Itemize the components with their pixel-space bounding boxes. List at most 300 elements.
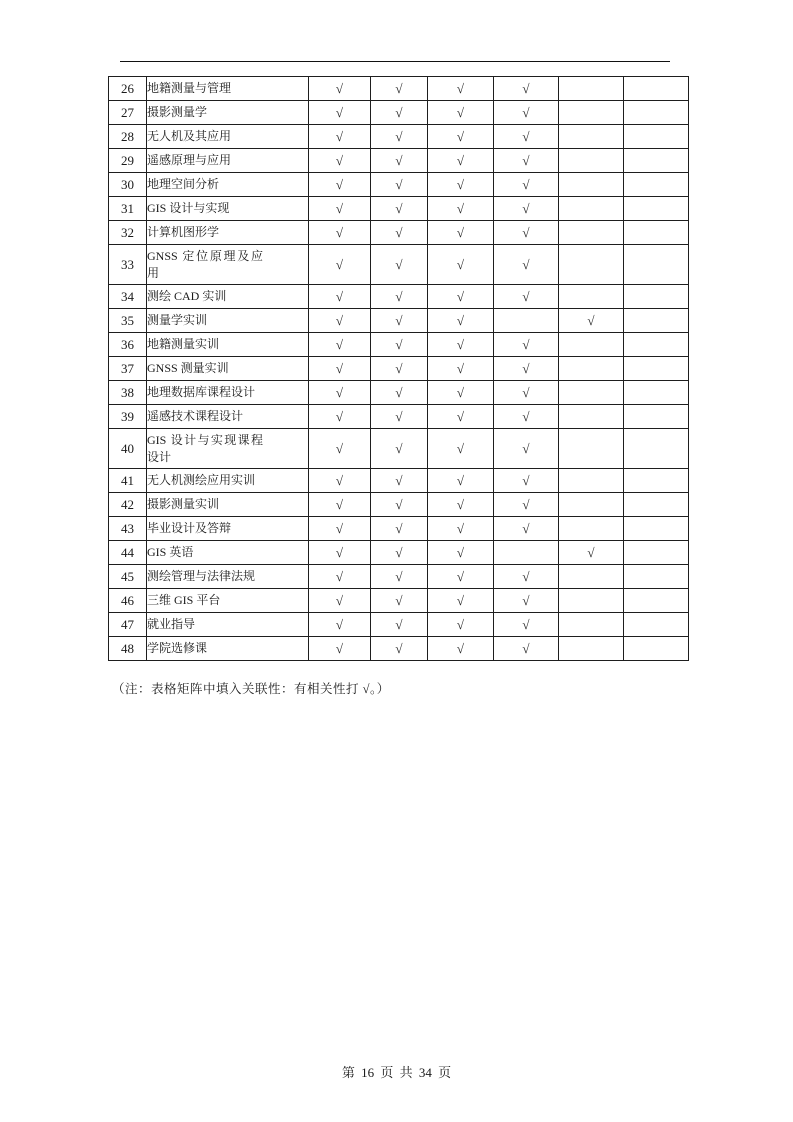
matrix-cell-checked bbox=[428, 541, 494, 565]
matrix-cell-checked bbox=[371, 197, 428, 221]
matrix-cell-checked bbox=[494, 589, 559, 613]
check-mark: √ bbox=[335, 496, 344, 512]
check-mark: √ bbox=[522, 520, 530, 536]
matrix-cell-checked bbox=[309, 517, 371, 541]
matrix-cell-empty bbox=[624, 173, 689, 197]
row-number-cell: 26 bbox=[109, 77, 147, 101]
check-mark: √ bbox=[395, 360, 403, 376]
check-mark: √ bbox=[335, 80, 344, 96]
matrix-cell-empty bbox=[559, 197, 624, 221]
matrix-cell-checked bbox=[494, 221, 559, 245]
row-number-cell: 42 bbox=[109, 493, 147, 517]
check-mark: √ bbox=[395, 408, 403, 424]
row-number-cell: 39 bbox=[109, 405, 147, 429]
matrix-cell-empty bbox=[624, 197, 689, 221]
course-name-cell bbox=[147, 541, 309, 565]
check-mark: √ bbox=[522, 408, 530, 424]
matrix-cell-checked bbox=[428, 309, 494, 333]
matrix-cell-empty bbox=[559, 245, 624, 285]
check-mark: √ bbox=[335, 568, 344, 584]
matrix-cell-checked bbox=[371, 125, 428, 149]
matrix-cell-empty bbox=[624, 309, 689, 333]
matrix-cell-checked bbox=[371, 493, 428, 517]
matrix-cell-checked bbox=[494, 285, 559, 309]
course-name-text: 测量学实训 bbox=[147, 313, 208, 327]
table-row bbox=[109, 493, 689, 517]
check-mark: √ bbox=[395, 544, 403, 560]
row-number-cell: 35 bbox=[109, 309, 147, 333]
check-mark: √ bbox=[335, 176, 344, 192]
check-mark: √ bbox=[335, 336, 344, 352]
matrix-cell-empty bbox=[624, 285, 689, 309]
matrix-cell-checked bbox=[494, 101, 559, 125]
matrix-cell-empty bbox=[624, 637, 689, 661]
row-number-cell: 36 bbox=[109, 333, 147, 357]
matrix-cell-empty bbox=[559, 469, 624, 493]
table-row bbox=[109, 469, 689, 493]
matrix-cell-checked bbox=[371, 221, 428, 245]
course-name-cell bbox=[147, 77, 309, 101]
matrix-cell-checked bbox=[494, 357, 559, 381]
course-name-text: 摄影测量学 bbox=[147, 105, 208, 119]
check-mark: √ bbox=[456, 472, 465, 488]
check-mark: √ bbox=[335, 200, 344, 216]
matrix-cell-checked bbox=[309, 309, 371, 333]
matrix-cell-checked bbox=[371, 429, 428, 469]
matrix-cell-checked bbox=[494, 493, 559, 517]
check-mark: √ bbox=[395, 384, 403, 400]
check-mark: √ bbox=[395, 472, 403, 488]
course-name-text: 摄影测量实训 bbox=[147, 497, 220, 511]
matrix-cell-checked bbox=[309, 357, 371, 381]
check-mark: √ bbox=[456, 568, 465, 584]
table-row bbox=[109, 405, 689, 429]
check-mark: √ bbox=[335, 360, 344, 376]
check-mark: √ bbox=[456, 496, 465, 512]
matrix-cell-empty bbox=[559, 565, 624, 589]
course-name-cell bbox=[147, 333, 309, 357]
table-row bbox=[109, 125, 689, 149]
matrix-cell-checked bbox=[559, 309, 624, 333]
course-matrix-table bbox=[108, 76, 689, 661]
check-mark: √ bbox=[522, 360, 530, 376]
header-rule bbox=[120, 61, 670, 62]
course-name-text: 毕业设计及答辩 bbox=[147, 521, 232, 535]
check-mark: √ bbox=[395, 224, 403, 240]
table-row bbox=[109, 357, 689, 381]
check-mark: √ bbox=[522, 384, 530, 400]
matrix-cell-checked bbox=[309, 245, 371, 285]
matrix-cell-checked bbox=[371, 285, 428, 309]
table-row bbox=[109, 197, 689, 221]
row-number-cell: 31 bbox=[109, 197, 147, 221]
course-name-text: 遥感原理与应用 bbox=[147, 153, 232, 167]
course-name-text: 测绘管理与法律法规 bbox=[147, 569, 256, 583]
matrix-cell-checked bbox=[494, 565, 559, 589]
course-name-cell bbox=[147, 357, 309, 381]
matrix-cell-empty bbox=[624, 221, 689, 245]
check-mark: √ bbox=[456, 80, 465, 96]
matrix-cell-checked bbox=[309, 405, 371, 429]
course-name-cell bbox=[147, 309, 309, 333]
check-mark: √ bbox=[335, 288, 344, 304]
check-mark: √ bbox=[335, 440, 344, 456]
matrix-cell-empty bbox=[624, 333, 689, 357]
matrix-cell-checked bbox=[309, 637, 371, 661]
table-row bbox=[109, 517, 689, 541]
check-mark: √ bbox=[456, 224, 465, 240]
check-mark: √ bbox=[456, 312, 465, 328]
check-mark: √ bbox=[335, 408, 344, 424]
course-name-cell bbox=[147, 565, 309, 589]
matrix-cell-checked bbox=[494, 429, 559, 469]
matrix-cell-checked bbox=[428, 637, 494, 661]
matrix-cell-checked bbox=[371, 149, 428, 173]
course-name-cell bbox=[147, 221, 309, 245]
matrix-cell-checked bbox=[428, 173, 494, 197]
check-mark: √ bbox=[522, 200, 530, 216]
check-mark: √ bbox=[522, 288, 530, 304]
check-mark: √ bbox=[335, 616, 344, 632]
row-number-cell: 38 bbox=[109, 381, 147, 405]
table-body bbox=[109, 77, 689, 661]
matrix-cell-checked bbox=[371, 173, 428, 197]
matrix-cell-empty bbox=[559, 77, 624, 101]
row-number-cell: 48 bbox=[109, 637, 147, 661]
course-name-text: GIS 设计与实现课程设计 bbox=[147, 432, 263, 464]
check-mark: √ bbox=[335, 256, 344, 272]
check-mark: √ bbox=[587, 312, 595, 328]
matrix-cell-checked bbox=[494, 245, 559, 285]
matrix-cell-empty bbox=[624, 469, 689, 493]
course-name-cell bbox=[147, 197, 309, 221]
check-mark: √ bbox=[522, 336, 530, 352]
table-row bbox=[109, 221, 689, 245]
row-number-cell: 43 bbox=[109, 517, 147, 541]
matrix-cell-checked bbox=[309, 333, 371, 357]
check-mark: √ bbox=[456, 152, 465, 168]
matrix-cell-empty bbox=[559, 637, 624, 661]
check-mark: √ bbox=[456, 256, 465, 272]
row-number-cell: 29 bbox=[109, 149, 147, 173]
check-mark: √ bbox=[522, 104, 530, 120]
matrix-cell-empty bbox=[559, 381, 624, 405]
table-row bbox=[109, 101, 689, 125]
course-name-text: 无人机测绘应用实训 bbox=[147, 473, 256, 487]
matrix-cell-empty bbox=[559, 517, 624, 541]
check-mark: √ bbox=[456, 640, 465, 656]
check-mark: √ bbox=[522, 152, 530, 168]
matrix-cell-checked bbox=[428, 101, 494, 125]
row-number-cell: 33 bbox=[109, 245, 147, 285]
check-mark: √ bbox=[395, 176, 403, 192]
matrix-cell-checked bbox=[428, 493, 494, 517]
check-mark: √ bbox=[522, 176, 530, 192]
matrix-cell-checked bbox=[371, 613, 428, 637]
check-mark: √ bbox=[456, 440, 465, 456]
row-number-cell: 32 bbox=[109, 221, 147, 245]
course-name-text: 地理数据库课程设计 bbox=[147, 385, 256, 399]
table-note: （注：表格矩阵中填入关联性：有相关性打 √。） bbox=[112, 682, 390, 696]
matrix-cell-checked bbox=[371, 245, 428, 285]
matrix-cell-checked bbox=[494, 77, 559, 101]
matrix-cell-empty bbox=[624, 381, 689, 405]
course-name-cell bbox=[147, 405, 309, 429]
course-name-text: 学院选修课 bbox=[147, 641, 208, 655]
row-number-cell: 30 bbox=[109, 173, 147, 197]
course-name-text: 计算机图形学 bbox=[147, 225, 220, 239]
matrix-cell-empty bbox=[559, 405, 624, 429]
matrix-cell-empty bbox=[559, 125, 624, 149]
check-mark: √ bbox=[456, 176, 465, 192]
course-name-text: 遥感技术课程设计 bbox=[147, 409, 244, 423]
check-mark: √ bbox=[395, 568, 403, 584]
check-mark: √ bbox=[395, 592, 403, 608]
course-name-cell bbox=[147, 149, 309, 173]
check-mark: √ bbox=[395, 152, 403, 168]
matrix-cell-checked bbox=[494, 637, 559, 661]
matrix-cell-empty bbox=[559, 333, 624, 357]
matrix-cell-checked bbox=[309, 565, 371, 589]
matrix-cell-empty bbox=[624, 517, 689, 541]
course-name-cell bbox=[147, 285, 309, 309]
matrix-cell-checked bbox=[494, 469, 559, 493]
check-mark: √ bbox=[522, 496, 530, 512]
check-mark: √ bbox=[335, 104, 344, 120]
check-mark: √ bbox=[395, 288, 403, 304]
matrix-cell-checked bbox=[428, 565, 494, 589]
course-name-cell bbox=[147, 517, 309, 541]
check-mark: √ bbox=[395, 80, 403, 96]
check-mark: √ bbox=[522, 440, 530, 456]
matrix-cell-empty bbox=[559, 493, 624, 517]
matrix-cell-checked bbox=[309, 285, 371, 309]
check-mark: √ bbox=[522, 592, 530, 608]
matrix-cell-checked bbox=[428, 245, 494, 285]
check-mark: √ bbox=[522, 568, 530, 584]
check-mark: √ bbox=[456, 200, 465, 216]
row-number-cell: 34 bbox=[109, 285, 147, 309]
matrix-cell-checked bbox=[428, 285, 494, 309]
matrix-cell-checked bbox=[309, 429, 371, 469]
matrix-cell-checked bbox=[371, 469, 428, 493]
matrix-cell-checked bbox=[371, 405, 428, 429]
matrix-cell-checked bbox=[428, 381, 494, 405]
matrix-cell-empty bbox=[494, 309, 559, 333]
course-name-text: 地籍测量实训 bbox=[147, 337, 220, 351]
check-mark: √ bbox=[522, 128, 530, 144]
matrix-cell-empty bbox=[559, 589, 624, 613]
table-row bbox=[109, 565, 689, 589]
matrix-cell-empty bbox=[624, 429, 689, 469]
table-row bbox=[109, 285, 689, 309]
matrix-cell-empty bbox=[559, 613, 624, 637]
check-mark: √ bbox=[522, 616, 530, 632]
table-row bbox=[109, 77, 689, 101]
matrix-cell-empty bbox=[624, 77, 689, 101]
check-mark: √ bbox=[522, 472, 530, 488]
table-row bbox=[109, 245, 689, 285]
table-row bbox=[109, 309, 689, 333]
check-mark: √ bbox=[335, 520, 344, 536]
matrix-cell-checked bbox=[309, 493, 371, 517]
matrix-cell-checked bbox=[428, 333, 494, 357]
course-name-text: GIS 设计与实现 bbox=[147, 201, 230, 215]
matrix-cell-empty bbox=[559, 149, 624, 173]
course-name-cell bbox=[147, 589, 309, 613]
matrix-cell-empty bbox=[559, 221, 624, 245]
course-name-cell bbox=[147, 245, 309, 285]
matrix-cell-checked bbox=[309, 381, 371, 405]
course-name-text: 就业指导 bbox=[147, 617, 196, 631]
check-mark: √ bbox=[395, 312, 403, 328]
course-name-text: GNSS 定位原理及应用 bbox=[147, 248, 263, 280]
check-mark: √ bbox=[335, 152, 344, 168]
check-mark: √ bbox=[395, 336, 403, 352]
matrix-cell-checked bbox=[309, 125, 371, 149]
matrix-cell-checked bbox=[309, 221, 371, 245]
check-mark: √ bbox=[395, 496, 403, 512]
matrix-cell-checked bbox=[494, 381, 559, 405]
matrix-cell-checked bbox=[428, 589, 494, 613]
check-mark: √ bbox=[522, 80, 530, 96]
matrix-cell-checked bbox=[371, 637, 428, 661]
matrix-cell-checked bbox=[309, 613, 371, 637]
matrix-cell-checked bbox=[428, 221, 494, 245]
matrix-cell-checked bbox=[494, 149, 559, 173]
check-mark: √ bbox=[335, 472, 344, 488]
row-number-cell: 47 bbox=[109, 613, 147, 637]
table-row bbox=[109, 333, 689, 357]
check-mark: √ bbox=[456, 360, 465, 376]
matrix-cell-empty bbox=[624, 565, 689, 589]
course-name-cell bbox=[147, 173, 309, 197]
table-row bbox=[109, 149, 689, 173]
course-name-text: GNSS 测量实训 bbox=[147, 361, 229, 375]
matrix-cell-checked bbox=[309, 173, 371, 197]
check-mark: √ bbox=[335, 640, 344, 656]
matrix-cell-empty bbox=[559, 429, 624, 469]
matrix-cell-checked bbox=[309, 197, 371, 221]
matrix-cell-checked bbox=[371, 517, 428, 541]
matrix-cell-checked bbox=[371, 589, 428, 613]
matrix-cell-checked bbox=[371, 381, 428, 405]
check-mark: √ bbox=[456, 592, 465, 608]
matrix-cell-empty bbox=[624, 405, 689, 429]
check-mark: √ bbox=[456, 520, 465, 536]
course-name-cell bbox=[147, 613, 309, 637]
matrix-cell-checked bbox=[428, 517, 494, 541]
matrix-cell-checked bbox=[428, 149, 494, 173]
matrix-cell-checked bbox=[428, 405, 494, 429]
course-name-cell bbox=[147, 125, 309, 149]
matrix-cell-empty bbox=[624, 149, 689, 173]
course-name-text: 地理空间分析 bbox=[147, 177, 220, 191]
course-name-cell bbox=[147, 101, 309, 125]
check-mark: √ bbox=[395, 640, 403, 656]
course-name-text: 无人机及其应用 bbox=[147, 129, 232, 143]
matrix-cell-checked bbox=[428, 613, 494, 637]
row-number-cell: 27 bbox=[109, 101, 147, 125]
matrix-cell-checked bbox=[371, 77, 428, 101]
matrix-cell-checked bbox=[428, 77, 494, 101]
matrix-cell-checked bbox=[309, 77, 371, 101]
check-mark: √ bbox=[395, 128, 403, 144]
check-mark: √ bbox=[522, 256, 530, 272]
matrix-cell-checked bbox=[494, 405, 559, 429]
table-row bbox=[109, 589, 689, 613]
matrix-cell-empty bbox=[624, 589, 689, 613]
matrix-cell-checked bbox=[371, 333, 428, 357]
row-number-cell: 41 bbox=[109, 469, 147, 493]
matrix-cell-checked bbox=[494, 197, 559, 221]
row-number-cell: 45 bbox=[109, 565, 147, 589]
check-mark: √ bbox=[456, 544, 465, 560]
course-name-text: 三维 GIS 平台 bbox=[147, 593, 221, 607]
table-row bbox=[109, 541, 689, 565]
check-mark: √ bbox=[395, 200, 403, 216]
matrix-cell-checked bbox=[371, 541, 428, 565]
check-mark: √ bbox=[335, 312, 344, 328]
matrix-cell-empty bbox=[559, 101, 624, 125]
check-mark: √ bbox=[456, 336, 465, 352]
matrix-cell-checked bbox=[309, 541, 371, 565]
check-mark: √ bbox=[522, 640, 530, 656]
check-mark: √ bbox=[395, 440, 403, 456]
table-row bbox=[109, 173, 689, 197]
course-name-cell bbox=[147, 493, 309, 517]
matrix-cell-empty bbox=[624, 541, 689, 565]
matrix-cell-checked bbox=[559, 541, 624, 565]
matrix-cell-checked bbox=[371, 357, 428, 381]
matrix-cell-checked bbox=[494, 125, 559, 149]
matrix-cell-checked bbox=[371, 309, 428, 333]
matrix-cell-checked bbox=[428, 469, 494, 493]
matrix-cell-empty bbox=[624, 101, 689, 125]
check-mark: √ bbox=[395, 520, 403, 536]
check-mark: √ bbox=[335, 224, 344, 240]
check-mark: √ bbox=[456, 384, 465, 400]
matrix-cell-empty bbox=[559, 285, 624, 309]
course-name-cell bbox=[147, 429, 309, 469]
check-mark: √ bbox=[456, 616, 465, 632]
row-number-cell: 46 bbox=[109, 589, 147, 613]
table-row bbox=[109, 613, 689, 637]
check-mark: √ bbox=[456, 104, 465, 120]
check-mark: √ bbox=[456, 288, 465, 304]
matrix-cell-checked bbox=[494, 173, 559, 197]
row-number-cell: 28 bbox=[109, 125, 147, 149]
course-name-cell bbox=[147, 381, 309, 405]
check-mark: √ bbox=[456, 128, 465, 144]
check-mark: √ bbox=[335, 592, 344, 608]
matrix-cell-checked bbox=[309, 149, 371, 173]
row-number-cell: 40 bbox=[109, 429, 147, 469]
matrix-cell-empty bbox=[624, 613, 689, 637]
check-mark: √ bbox=[456, 408, 465, 424]
matrix-cell-checked bbox=[494, 517, 559, 541]
table-row bbox=[109, 381, 689, 405]
matrix-cell-empty bbox=[559, 357, 624, 381]
matrix-cell-checked bbox=[371, 101, 428, 125]
row-number-cell: 37 bbox=[109, 357, 147, 381]
matrix-cell-checked bbox=[309, 101, 371, 125]
check-mark: √ bbox=[395, 104, 403, 120]
matrix-cell-checked bbox=[309, 469, 371, 493]
check-mark: √ bbox=[335, 384, 344, 400]
matrix-cell-empty bbox=[624, 125, 689, 149]
row-number-cell: 44 bbox=[109, 541, 147, 565]
